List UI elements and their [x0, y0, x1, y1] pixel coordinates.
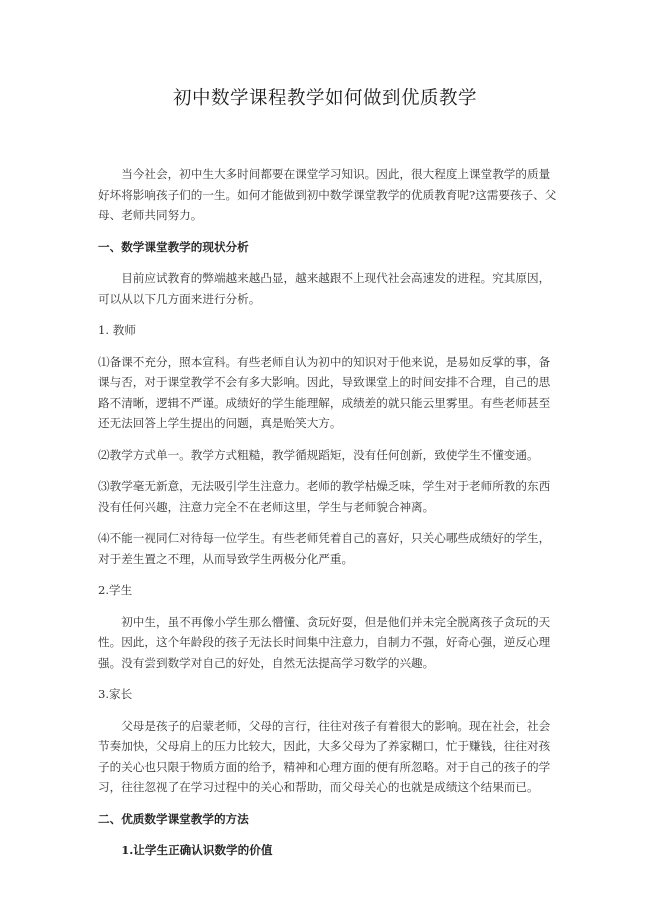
teacher-point-3: ⑶教学毫无新意，无法吸引学生注意力。老师的教学枯燥乏味，学生对于老师所教的东西没有任何兴趣，注意力完全不在老师这里，学生与老师貌合神离。	[98, 479, 551, 514]
parent-paragraph: 父母是孩子的启蒙老师，父母的言行，往往对孩子有着很大的影响。现在社会，社会节奏加快，父母肩上的压力比较大，因此，大多父母为了养家糊口，忙于赚钱，往往对孩子的关心也只限于物质方面的给予，精神和心理方面的便有所忽略。对于自己的孩子的学习，往往忽视了在学习过程中的关心和帮助，而父母关心的也就是成绩这个结果而已。	[98, 718, 551, 794]
section-heading-current-situation: 一、数学课堂教学的现状分析	[98, 239, 249, 254]
teacher-point-1: ⑴备课不充分，照本宣科。有些老师自认为初中的知识对于他来说，是易如反掌的事，备课与否，对于课堂教学不会有多大影响。因此，导致课堂上的时间安排不合理，自己的思路不清晰，逻辑不严谨。成绩好的学生能理解，成绩差的就只能云里雾里。有些老师甚至还无法回答上学生提出的问题，真是贻笑大方。	[98, 354, 551, 430]
teacher-point-4: ⑷不能一视同仁对待每一位学生。有些老师凭着自己的喜好，只关心哪些成绩好的学生，对于差生置之不理，从而导致学生两极分化严重。	[98, 531, 551, 566]
subheading-student: 2.学生	[98, 583, 133, 597]
document-body	[98, 164, 560, 872]
document-title: 初中数学课程教学如何做到优质教学	[172, 88, 477, 109]
subheading-parent: 3.家长	[98, 687, 133, 701]
section-heading-methods: 二、优质数学课堂教学的方法	[98, 811, 249, 826]
subheading-value-of-math: 1.让学生正确认识数学的价值	[121, 843, 273, 857]
intro-paragraph: 当今社会，初中生大多时间都要在课堂学习知识。因此，很大程度上课堂教学的质量好坏将影响孩子们的一生。如何才能做到初中数学课堂教学的优质教育呢?这需要孩子、父母、老师共同努力。	[98, 167, 557, 222]
section-intro-paragraph: 目前应试教育的弊端越来越凸显，越来越跟不上现代社会高速发的进程。究其原因，可以从以下几方面来进行分析。	[98, 271, 551, 306]
teacher-point-2: ⑵教学方式单一。教学方式粗糙，教学循规蹈矩，没有任何创新，致使学生不懂变通。	[98, 447, 539, 462]
subheading-teacher: 1. 教师	[98, 323, 136, 337]
student-paragraph: 初中生，虽不再像小学生那么懵懂、贪玩好耍，但是他们并未完全脱离孩子贪玩的天性。因此，这个年龄段的孩子无法长时间集中注意力，自制力不强，好奇心强，逆反心理强。没有尝到数学对自己的好处，自然无法提高学习数学的兴趣。	[98, 614, 551, 670]
